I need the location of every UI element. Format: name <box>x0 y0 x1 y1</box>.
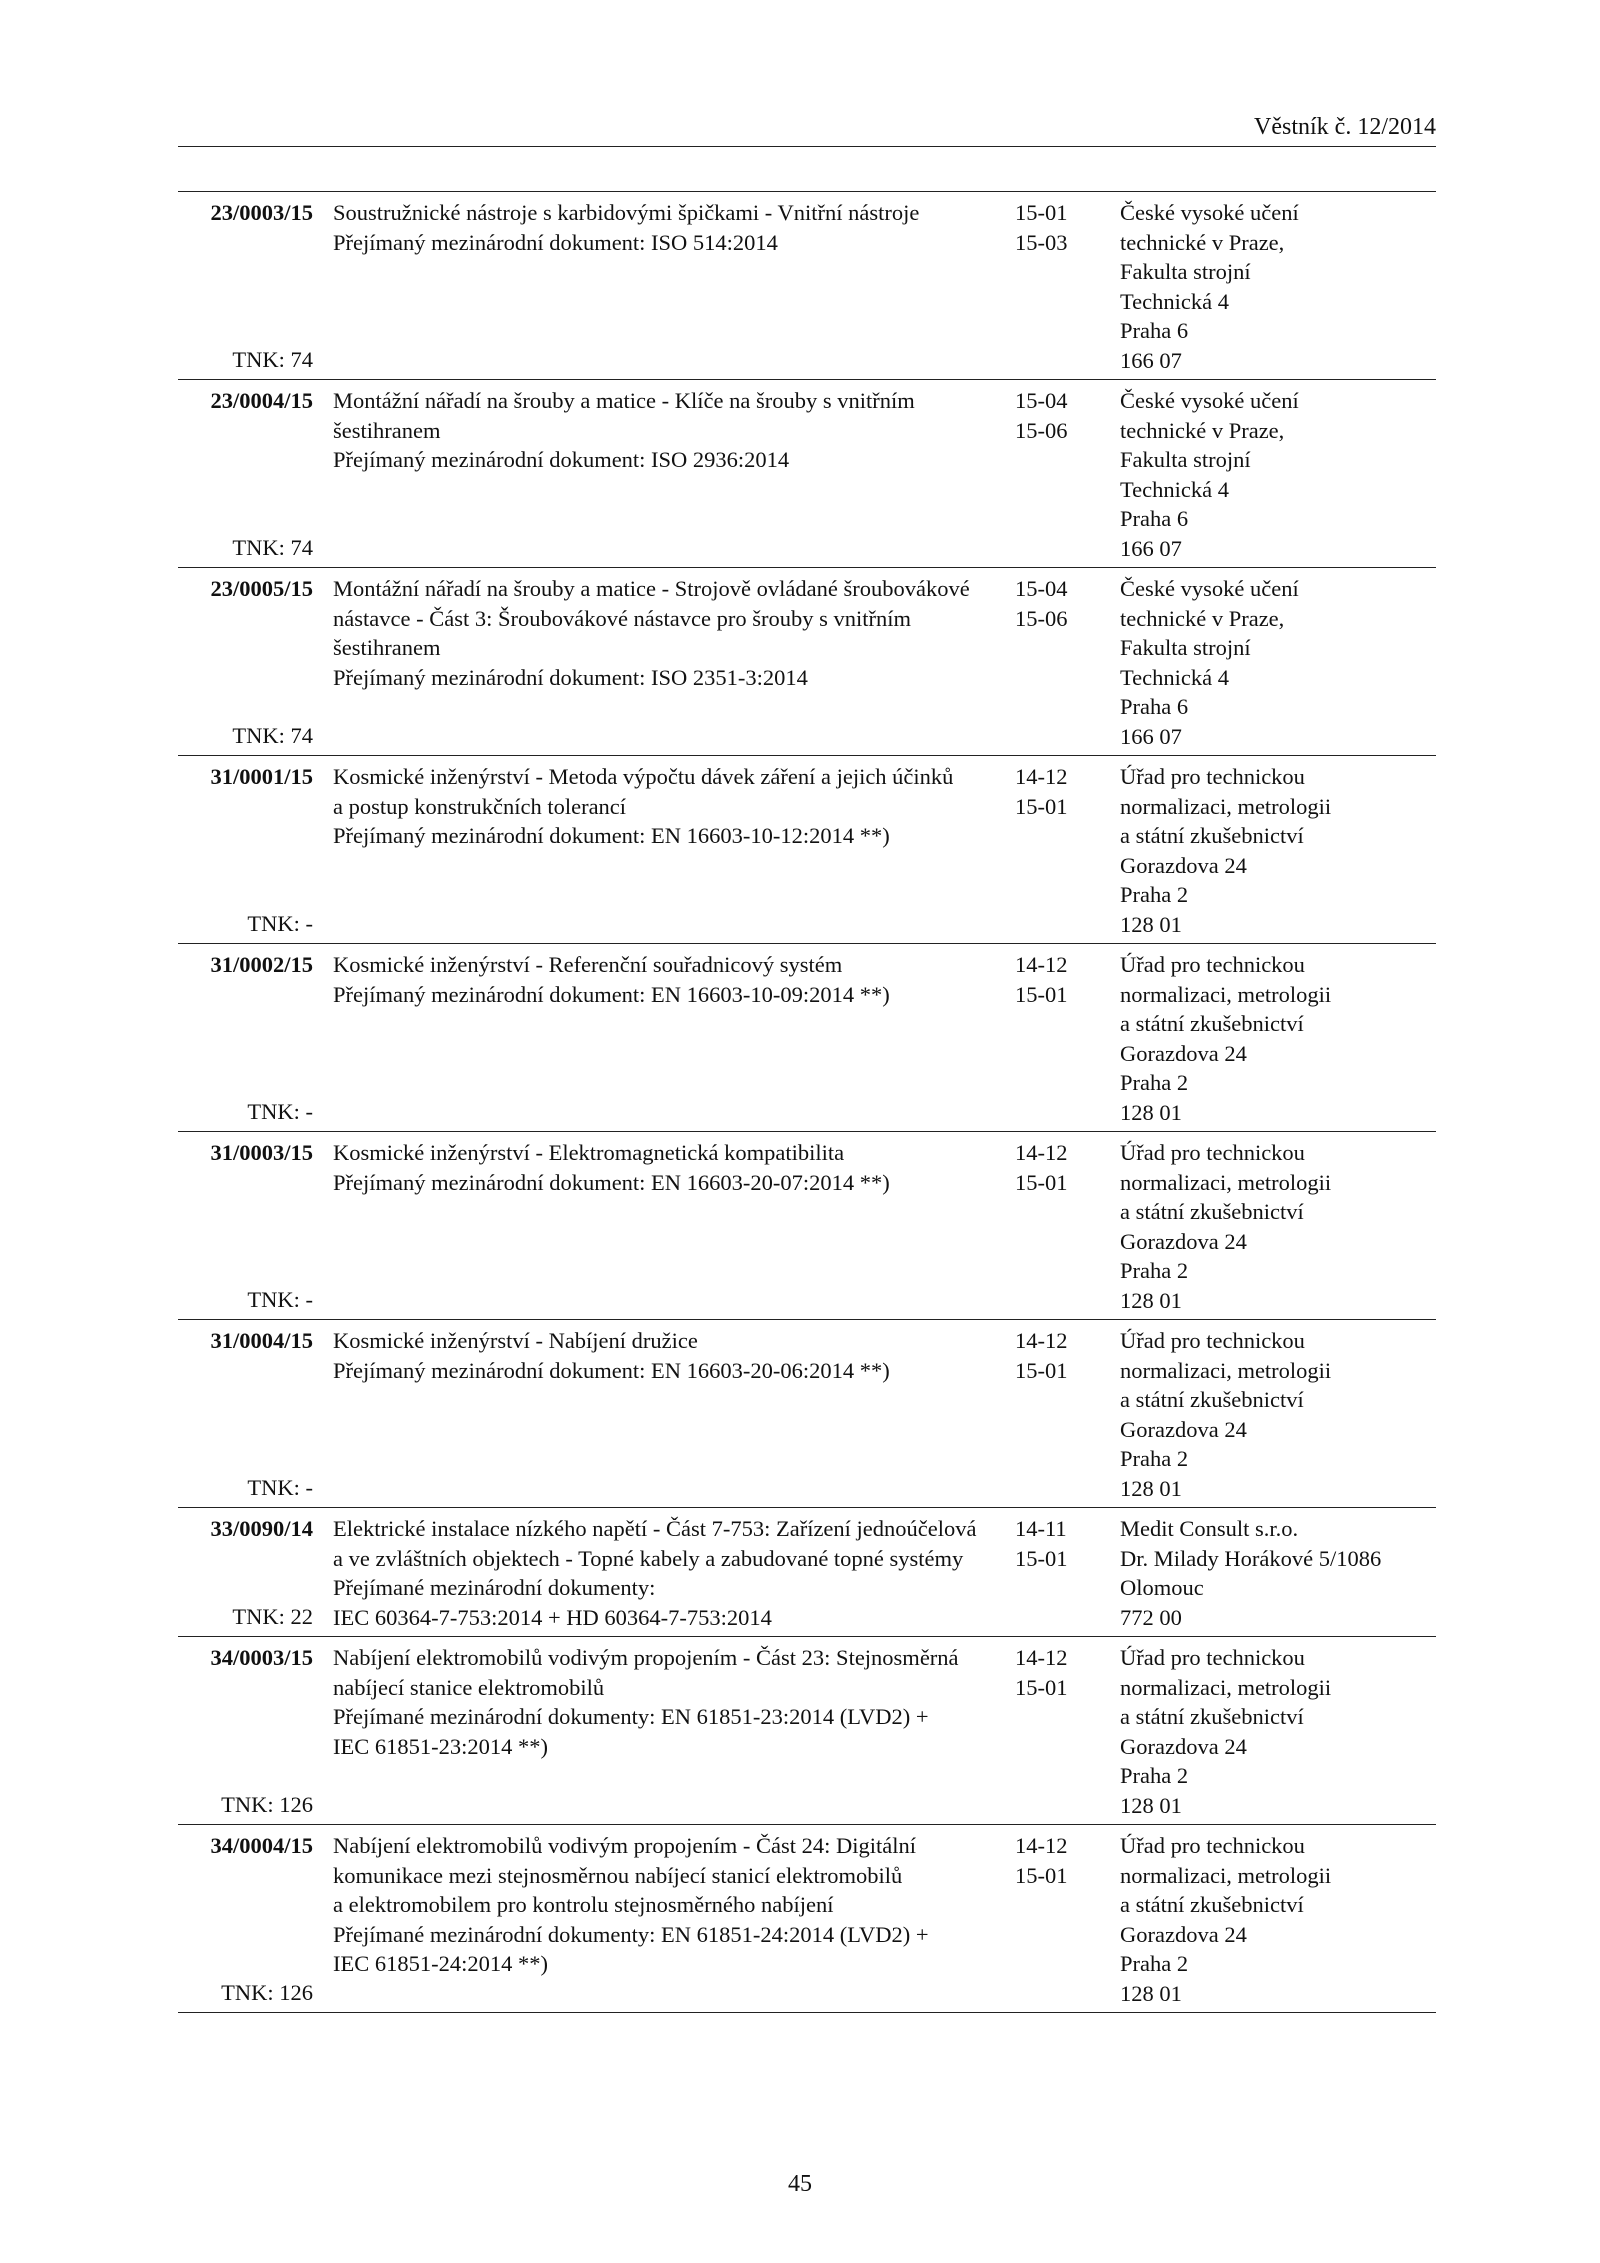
entry-date: 14-12 <box>1015 1328 1068 1353</box>
organization-line: České vysoké učení <box>1120 576 1299 601</box>
entry-title-line: Montážní nářadí na šrouby a matice - Klíče na šrouby s vnitřním <box>333 388 915 413</box>
entry-dates-cell <box>1015 1326 1120 1503</box>
entry-title-cell <box>313 950 1015 1127</box>
entry-id-cell <box>178 1326 313 1503</box>
entry-title-line: Přejímaný mezinárodní dokument: ISO 2351-3:2014 <box>333 664 808 690</box>
entry-title-cell <box>313 762 1015 939</box>
entry-title-line: Soustružnické nástroje s karbidovými špičkami - Vnitřní nástroje <box>333 200 920 225</box>
organization-line: Praha 6 <box>1120 506 1189 531</box>
entry-title-line: nástavce - Část 3: Šroubovákové nástavce pro šrouby s vnitřním <box>333 605 912 631</box>
entry-dates-cell <box>1015 386 1120 563</box>
entry-number: 23/0003/15 <box>210 200 313 225</box>
entry-id-cell <box>178 1138 313 1315</box>
entry-date: 15-01 <box>1015 1357 1068 1383</box>
organization-line: České vysoké učení <box>1120 388 1299 413</box>
organization-line: Praha 2 <box>1120 1446 1189 1471</box>
organization-line: Technická 4 <box>1120 664 1229 690</box>
organization-line: Praha 6 <box>1120 694 1189 719</box>
organization-line: 128 01 <box>1120 1287 1182 1313</box>
organization-line: 128 01 <box>1120 1980 1182 2006</box>
entry-tnk: TNK: - <box>247 910 313 936</box>
entry-title-cell <box>313 1514 1015 1632</box>
table-row <box>178 380 1436 568</box>
entry-title-line: IEC 61851-24:2014 **) <box>333 1951 548 1976</box>
entry-title-line: Přejímaný mezinárodní dokument: ISO 2936:2014 <box>333 447 790 472</box>
organization-line: a státní zkušebnictví <box>1120 1199 1304 1224</box>
entry-number: 23/0005/15 <box>210 576 313 601</box>
entry-title-line: a ve zvláštních objektech - Topné kabely a zabudované topné systémy <box>333 1545 964 1571</box>
entry-date: 14-12 <box>1015 1645 1068 1670</box>
entry-title-line: Přejímaný mezinárodní dokument: EN 16603-20-07:2014 **) <box>333 1169 890 1195</box>
entry-dates-cell <box>1015 1138 1120 1315</box>
organization-line: Fakulta strojní <box>1120 447 1251 472</box>
organization-line: Dr. Milady Horákové 5/1086 <box>1120 1545 1382 1571</box>
organization-line: technické v Praze, <box>1120 229 1285 255</box>
entry-tnk: TNK: 74 <box>232 722 313 748</box>
entry-organization-cell <box>1120 762 1436 939</box>
entry-title-line: a postup konstrukčních tolerancí <box>333 793 627 819</box>
entry-title-line: IEC 61851-23:2014 **) <box>333 1733 548 1759</box>
organization-line: Gorazdova 24 <box>1120 1416 1247 1442</box>
organization-line: technické v Praze, <box>1120 417 1285 443</box>
entry-number: 31/0002/15 <box>210 952 313 977</box>
entry-tnk: TNK: 22 <box>232 1603 313 1629</box>
entry-number: 34/0004/15 <box>210 1833 313 1858</box>
entry-number: 33/0090/14 <box>210 1516 313 1541</box>
organization-line: Úřad pro technickou <box>1120 1833 1305 1858</box>
entry-number: 23/0004/15 <box>210 388 313 413</box>
entry-title-line: Kosmické inženýrství - Metoda výpočtu dávek záření a jejich účinků <box>333 764 954 789</box>
entry-title-line: Montážní nářadí na šrouby a matice - Strojově ovládané šroubovákové <box>333 576 970 601</box>
organization-line: normalizaci, metrologii <box>1120 793 1332 819</box>
table-row <box>178 944 1436 1132</box>
entry-id-cell <box>178 386 313 563</box>
entry-tnk: TNK: - <box>247 1286 313 1312</box>
entry-id-cell <box>178 950 313 1127</box>
entry-dates-cell <box>1015 1643 1120 1820</box>
entry-organization-cell <box>1120 1643 1436 1820</box>
organization-line: Gorazdova 24 <box>1120 852 1247 878</box>
entry-title-line: Přejímaný mezinárodní dokument: EN 16603-10-12:2014 **) <box>333 823 890 848</box>
entry-organization-cell <box>1120 198 1436 375</box>
entry-date: 15-01 <box>1015 1862 1068 1888</box>
entry-id-cell <box>178 1643 313 1820</box>
entry-title-line: šestihranem <box>333 417 441 443</box>
entry-title-line: Přejímané mezinárodní dokumenty: EN 61851-23:2014 (LVD2) + <box>333 1704 929 1729</box>
entry-organization-cell <box>1120 574 1436 751</box>
entry-date: 15-03 <box>1015 229 1068 255</box>
entry-organization-cell <box>1120 950 1436 1127</box>
table-row <box>178 1508 1436 1637</box>
entry-title-line: a elektromobilem pro kontrolu stejnosměrného nabíjení <box>333 1892 834 1917</box>
entry-tnk: TNK: - <box>247 1474 313 1500</box>
organization-line: Praha 2 <box>1120 882 1189 907</box>
entry-id-cell <box>178 574 313 751</box>
organization-line: technické v Praze, <box>1120 605 1285 631</box>
entry-tnk: TNK: - <box>247 1098 313 1124</box>
entry-title-line: Přejímaný mezinárodní dokument: EN 16603-10-09:2014 **) <box>333 981 890 1007</box>
entry-title-cell <box>313 574 1015 751</box>
organization-line: Praha 2 <box>1120 1070 1189 1095</box>
entry-date: 15-01 <box>1015 793 1068 819</box>
entry-tnk: TNK: 126 <box>221 1791 313 1817</box>
organization-line: Praha 2 <box>1120 1763 1189 1788</box>
entry-date: 14-11 <box>1015 1516 1067 1541</box>
organization-line: normalizaci, metrologii <box>1120 981 1332 1007</box>
table-row <box>178 756 1436 944</box>
entry-title-line: Přejímaný mezinárodní dokument: ISO 514:2014 <box>333 229 778 255</box>
entry-title-line: Kosmické inženýrství - Elektromagnetická kompatibilita <box>333 1140 845 1165</box>
entry-date: 15-01 <box>1015 1545 1068 1571</box>
standards-table <box>178 191 1436 2013</box>
entry-organization-cell <box>1120 1138 1436 1315</box>
table-row <box>178 1132 1436 1320</box>
entry-dates-cell <box>1015 198 1120 375</box>
organization-line: a státní zkušebnictví <box>1120 1011 1304 1036</box>
page-number: 45 <box>788 2171 812 2197</box>
organization-line: Úřad pro technickou <box>1120 952 1305 977</box>
bulletin-title: Věstník č. 12/2014 <box>1254 114 1436 140</box>
organization-line: Úřad pro technickou <box>1120 1140 1305 1165</box>
organization-line: Gorazdova 24 <box>1120 1228 1247 1254</box>
entry-date: 14-12 <box>1015 952 1068 977</box>
organization-line: normalizaci, metrologii <box>1120 1862 1332 1888</box>
entry-title-line: Elektrické instalace nízkého napětí - Část 7-753: Zařízení jednoúčelová <box>333 1516 977 1541</box>
table-row <box>178 1320 1436 1508</box>
entry-number: 31/0003/15 <box>210 1140 313 1165</box>
entry-id-cell <box>178 1514 313 1632</box>
organization-line: Úřad pro technickou <box>1120 1328 1305 1353</box>
entry-number: 31/0001/15 <box>210 764 313 789</box>
organization-line: Fakulta strojní <box>1120 259 1251 284</box>
entry-title-cell <box>313 1643 1015 1820</box>
entry-date: 15-06 <box>1015 605 1068 631</box>
entry-dates-cell <box>1015 1831 1120 2008</box>
organization-line: 166 07 <box>1120 347 1182 373</box>
entry-date: 15-01 <box>1015 981 1068 1007</box>
entry-dates-cell <box>1015 1514 1120 1632</box>
organization-line: 128 01 <box>1120 1099 1182 1125</box>
entry-date: 15-01 <box>1015 1674 1068 1700</box>
entry-title-line: komunikace mezi stejnosměrnou nabíjecí stanicí elektromobilů <box>333 1862 903 1888</box>
entry-id-cell <box>178 1831 313 2008</box>
entry-date: 14-12 <box>1015 764 1068 789</box>
organization-line: a státní zkušebnictví <box>1120 1892 1304 1917</box>
entry-dates-cell <box>1015 950 1120 1127</box>
entry-title-line: nabíjecí stanice elektromobilů <box>333 1674 605 1700</box>
entry-title-line: Nabíjení elektromobilů vodivým propojením - Část 24: Digitální <box>333 1833 917 1858</box>
organization-line: Praha 6 <box>1120 318 1189 343</box>
entry-title-cell <box>313 1138 1015 1315</box>
organization-line: a státní zkušebnictví <box>1120 1387 1304 1412</box>
entry-tnk: TNK: 126 <box>221 1979 313 2005</box>
entry-date: 15-01 <box>1015 1169 1068 1195</box>
entry-dates-cell <box>1015 762 1120 939</box>
organization-line: 772 00 <box>1120 1604 1182 1630</box>
organization-line: normalizaci, metrologii <box>1120 1169 1332 1195</box>
entry-title-line: Kosmické inženýrství - Referenční souřadnicový systém <box>333 952 843 977</box>
entry-id-cell <box>178 762 313 939</box>
entry-id-cell <box>178 198 313 375</box>
organization-line: 166 07 <box>1120 723 1182 749</box>
organization-line: Olomouc <box>1120 1575 1204 1600</box>
organization-line: normalizaci, metrologii <box>1120 1674 1332 1700</box>
organization-line: Gorazdova 24 <box>1120 1733 1247 1759</box>
entry-date: 15-04 <box>1015 388 1068 413</box>
organization-line: České vysoké učení <box>1120 200 1299 225</box>
entry-title-line: Přejímané mezinárodní dokumenty: <box>333 1575 656 1600</box>
organization-line: Praha 2 <box>1120 1951 1189 1976</box>
organization-line: Praha 2 <box>1120 1258 1189 1283</box>
entry-date: 15-06 <box>1015 417 1068 443</box>
entry-date: 15-04 <box>1015 576 1068 601</box>
organization-line: 166 07 <box>1120 535 1182 561</box>
entry-dates-cell <box>1015 574 1120 751</box>
entry-title-line: šestihranem <box>333 635 441 660</box>
entry-title-cell <box>313 1326 1015 1503</box>
page-header <box>178 110 1436 147</box>
entry-title-cell <box>313 198 1015 375</box>
entry-date: 14-12 <box>1015 1833 1068 1858</box>
entry-number: 34/0003/15 <box>210 1645 313 1670</box>
organization-line: 128 01 <box>1120 1792 1182 1818</box>
entry-title-line: IEC 60364-7-753:2014 + HD 60364-7-753:2014 <box>333 1604 772 1630</box>
organization-line: Úřad pro technickou <box>1120 764 1305 789</box>
organization-line: Technická 4 <box>1120 288 1229 314</box>
entry-organization-cell <box>1120 386 1436 563</box>
organization-line: Gorazdova 24 <box>1120 1040 1247 1066</box>
organization-line: Medit Consult s.r.o. <box>1120 1516 1299 1541</box>
entry-number: 31/0004/15 <box>210 1328 313 1353</box>
entry-tnk: TNK: 74 <box>232 346 313 372</box>
table-row <box>178 1825 1436 2013</box>
entry-date: 14-12 <box>1015 1140 1068 1165</box>
entry-tnk: TNK: 74 <box>232 534 313 560</box>
organization-line: 128 01 <box>1120 1475 1182 1501</box>
entry-title-cell <box>313 1831 1015 2008</box>
entry-title-line: Přejímaný mezinárodní dokument: EN 16603-20-06:2014 **) <box>333 1357 890 1383</box>
organization-line: Fakulta strojní <box>1120 635 1251 660</box>
organization-line: 128 01 <box>1120 911 1182 937</box>
table-row <box>178 192 1436 380</box>
organization-line: a státní zkušebnictví <box>1120 823 1304 848</box>
organization-line: Gorazdova 24 <box>1120 1921 1247 1947</box>
entry-date: 15-01 <box>1015 200 1068 225</box>
entry-title-line: Kosmické inženýrství - Nabíjení družice <box>333 1328 698 1353</box>
table-row <box>178 1637 1436 1825</box>
entry-organization-cell <box>1120 1831 1436 2008</box>
entry-organization-cell <box>1120 1326 1436 1503</box>
organization-line: Úřad pro technickou <box>1120 1645 1305 1670</box>
entry-title-line: Přejímané mezinárodní dokumenty: EN 61851-24:2014 (LVD2) + <box>333 1921 929 1947</box>
entry-title-cell <box>313 386 1015 563</box>
entry-organization-cell <box>1120 1514 1436 1632</box>
table-row <box>178 568 1436 756</box>
organization-line: a státní zkušebnictví <box>1120 1704 1304 1729</box>
organization-line: Technická 4 <box>1120 476 1229 502</box>
entry-title-line: Nabíjení elektromobilů vodivým propojením - Část 23: Stejnosměrná <box>333 1645 959 1670</box>
organization-line: normalizaci, metrologii <box>1120 1357 1332 1383</box>
